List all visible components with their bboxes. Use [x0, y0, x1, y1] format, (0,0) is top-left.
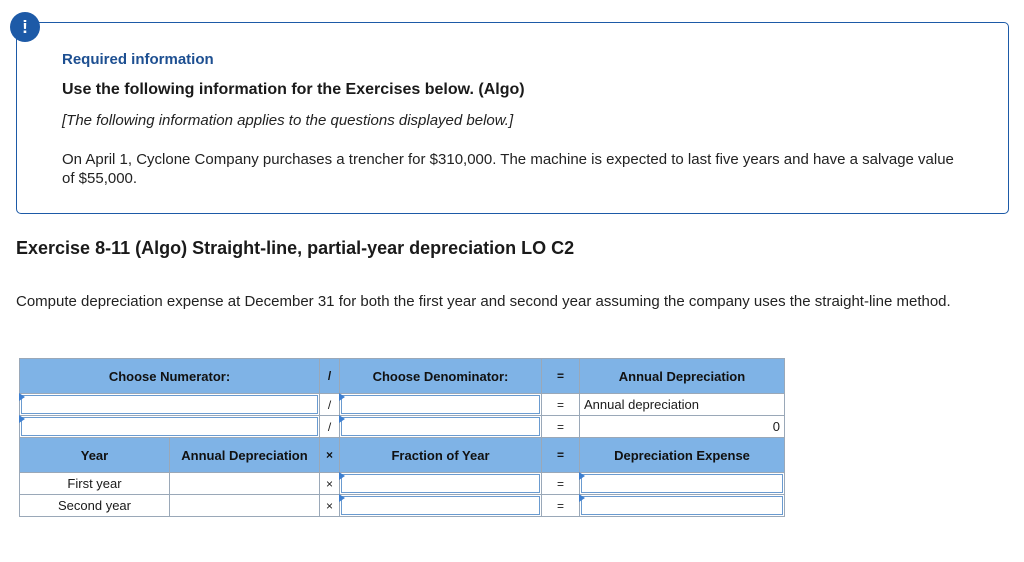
numerator-header: Choose Numerator:: [20, 359, 320, 394]
input-marker-icon: [579, 472, 585, 480]
required-info-subheading: Use the following information for the Exercises below. (Algo): [62, 81, 525, 98]
depreciation-expense-input-first[interactable]: [580, 473, 785, 495]
annual-depreciation-cell: [170, 495, 320, 517]
multiply-operator: ×: [320, 473, 340, 495]
multiply-operator: ×: [320, 438, 340, 473]
expense-header-row: [20, 438, 785, 473]
multiply-operator: ×: [320, 495, 340, 517]
numerator-dropdown-1[interactable]: [20, 394, 320, 416]
depreciation-expense-header: Depreciation Expense: [580, 438, 785, 473]
annual-depreciation-header: Annual Depreciation: [580, 359, 785, 394]
year-header: Year: [20, 438, 170, 473]
denominator-field-2[interactable]: [341, 417, 540, 436]
input-marker-icon: [339, 494, 345, 502]
fraction-of-year-header: Fraction of Year: [340, 438, 542, 473]
numerator-field-2[interactable]: [21, 417, 318, 436]
dropdown-marker-icon: [19, 393, 25, 401]
expense-row-second-year: [20, 495, 785, 517]
divide-operator: /: [320, 416, 340, 438]
annual-depreciation-value: 0: [580, 416, 785, 438]
expense-row-first-year: [20, 473, 785, 495]
fraction-of-year-input-second[interactable]: [340, 495, 542, 517]
formula-row-1: [20, 394, 785, 416]
numerator-input-1[interactable]: [21, 395, 318, 414]
expense-field-second[interactable]: [581, 496, 783, 515]
equals-operator: =: [542, 495, 580, 517]
input-marker-icon: [579, 494, 585, 502]
exercise-instruction: Compute depreciation expense at December 31 for both the first year and second year assuming the company uses the straight-line method.: [16, 293, 951, 310]
annual-depreciation-cell: [170, 473, 320, 495]
alert-icon: !: [10, 12, 40, 42]
formula-header-row: [20, 359, 785, 394]
fraction-of-year-input-first[interactable]: [340, 473, 542, 495]
equals-operator: =: [542, 473, 580, 495]
denominator-dropdown-1[interactable]: [340, 394, 542, 416]
expense-field-first[interactable]: [581, 474, 783, 493]
divide-operator: /: [320, 394, 340, 416]
fraction-field-second[interactable]: [341, 496, 540, 515]
formula-row-2: [20, 416, 785, 438]
dropdown-marker-icon: [339, 393, 345, 401]
exercise-title: Exercise 8-11 (Algo) Straight-line, partial-year depreciation LO C2: [16, 238, 575, 258]
required-info-heading: Required information: [62, 51, 214, 68]
denominator-input-2[interactable]: [340, 416, 542, 438]
annual-depreciation-column-header: Annual Depreciation: [170, 438, 320, 473]
input-marker-icon: [339, 472, 345, 480]
required-info-body: On April 1, Cyclone Company purchases a trencher for $310,000. The machine is expected to last five years and have a salvage value of $55,000.: [62, 151, 954, 187]
equals-operator: =: [542, 416, 580, 438]
equals-operator: =: [542, 359, 580, 394]
input-marker-icon: [19, 415, 25, 423]
depreciation-expense-input-second[interactable]: [580, 495, 785, 517]
year-label: Second year: [20, 495, 170, 517]
denominator-header: Choose Denominator:: [340, 359, 542, 394]
input-marker-icon: [339, 415, 345, 423]
fraction-field-first[interactable]: [341, 474, 540, 493]
equals-operator: =: [542, 394, 580, 416]
year-label: First year: [20, 473, 170, 495]
depreciation-worksheet: [19, 358, 785, 517]
annual-depreciation-label: Annual depreciation: [580, 394, 785, 416]
denominator-input-1[interactable]: [341, 395, 540, 414]
equals-operator: =: [542, 438, 580, 473]
required-info-box: [16, 22, 1009, 214]
divide-operator: /: [320, 359, 340, 394]
numerator-input-2[interactable]: [20, 416, 320, 438]
required-info-applies-note: [The following information applies to the questions displayed below.]: [62, 112, 514, 129]
